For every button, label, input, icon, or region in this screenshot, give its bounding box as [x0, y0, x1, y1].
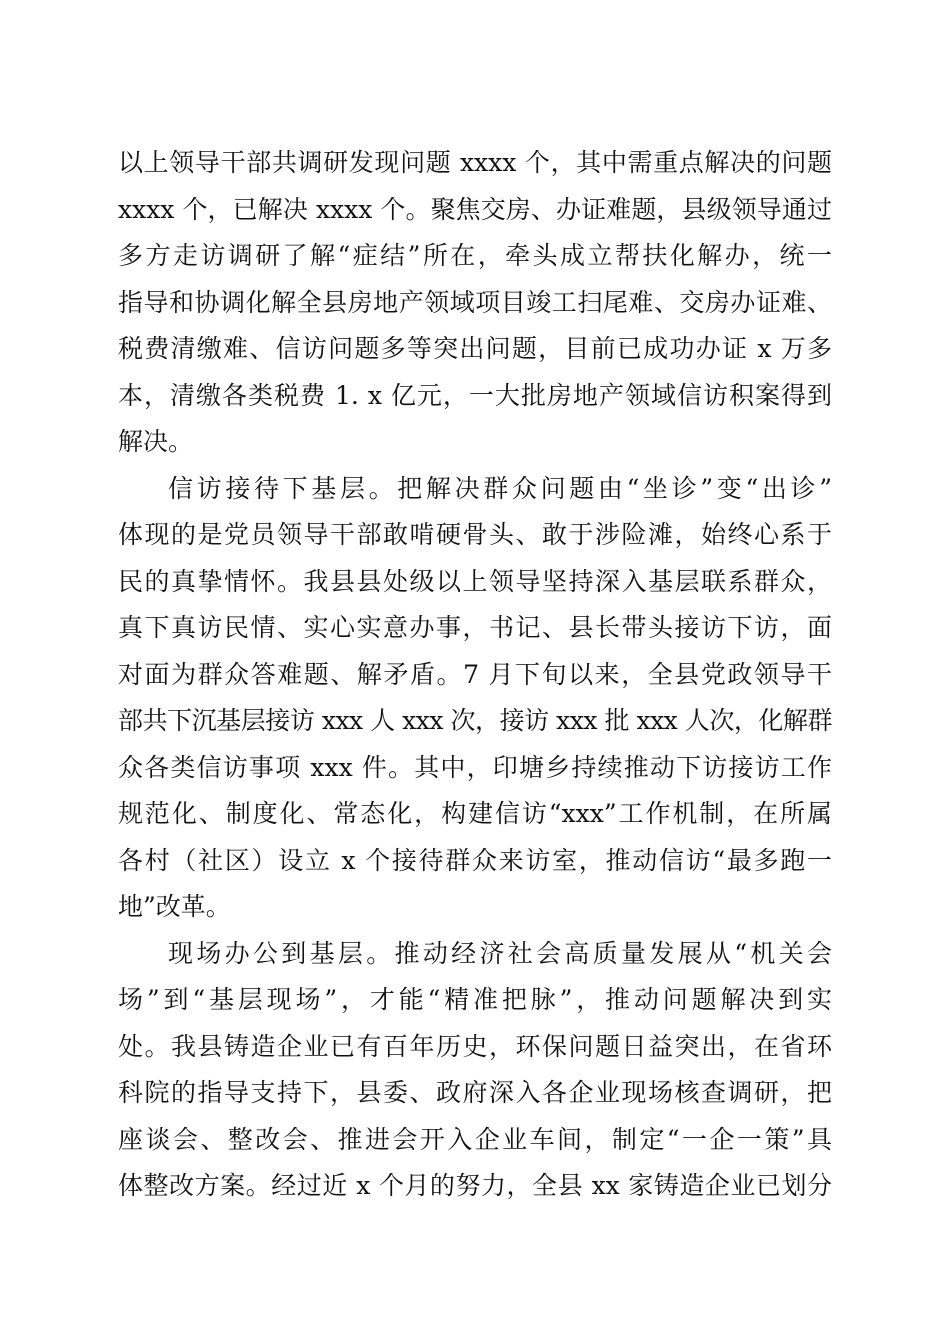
paragraph-petition-reception: [118, 466, 832, 931]
text-line: 对面为群众答难题、解矛盾。7 月下旬以来，全县党政领导干: [118, 659, 832, 689]
text-line: 各村（社区）设立 x 个接待群众来访室，推动信访“最多跑一: [118, 845, 832, 875]
text-line: 本，清缴各类税费 1. x 亿元，一大批房地产领域信访积案得到: [118, 380, 832, 410]
text-line: 税费清缴难、信访问题多等突出问题，目前已成功办证 x 万多: [118, 334, 832, 363]
text-line: xxxx 个，已解决 xxxx 个。聚焦交房、办证难题，县级领导通过: [118, 194, 832, 224]
text-line: 规范化、制度化、常态化，构建信访“xxx”工作机制，在所属: [118, 799, 832, 828]
text-line: 众各类信访事项 xxx 件。其中，印塘乡持续推动下访接访工作: [118, 752, 832, 782]
text-line: 多方走访调研了解“症结”所在，牵头成立帮扶化解办，统一: [118, 241, 832, 270]
document-body: [118, 140, 832, 1210]
text-line: 现场办公到基层。推动经济社会高质量发展从“机关会: [168, 938, 832, 968]
text-line: 指导和协调化解全县房地产领域项目竣工扫尾难、交房办证难、: [118, 287, 832, 317]
text-line: 民的真挚情怀。我县县处级以上领导坚持深入基层联系群众，: [118, 566, 832, 596]
text-line: 信访接待下基层。把解决群众问题由“坐诊”变“出诊”: [168, 473, 832, 503]
text-line: 场”到“基层现场”，才能“精准把脉”，推动问题解决到实: [118, 985, 832, 1014]
text-line: 解决。: [118, 427, 194, 456]
text-line: 部共下沉基层接访 xxx 人 xxx 次，接访 xxx 批 xxx 人次，化解群: [118, 706, 832, 735]
text-line: 处。我县铸造企业已有百年历史，环保问题日益突出，在省环: [118, 1031, 832, 1061]
paragraph-onsite-office: [118, 931, 832, 1210]
paragraph-housing-issues: [118, 140, 832, 466]
text-line: 科院的指导支持下，县委、政府深入各企业现场核查调研，把: [118, 1078, 832, 1107]
text-line: 真下真访民情、实心实意办事，书记、县长带头接访下访，面: [118, 613, 832, 642]
text-line: 体现的是党员领导干部敢啃硬骨头、敢于涉险滩，始终心系于: [118, 520, 832, 549]
text-line: 座谈会、整改会、推进会开入企业车间，制定“一企一策”具: [118, 1124, 832, 1154]
text-line: 以上领导干部共调研发现问题 xxxx 个，其中需重点解决的问题: [118, 148, 832, 177]
text-line: 体整改方案。经过近 x 个月的努力，全县 xx 家铸造企业已划分: [118, 1171, 832, 1200]
text-line: 地”改革。: [118, 892, 231, 921]
